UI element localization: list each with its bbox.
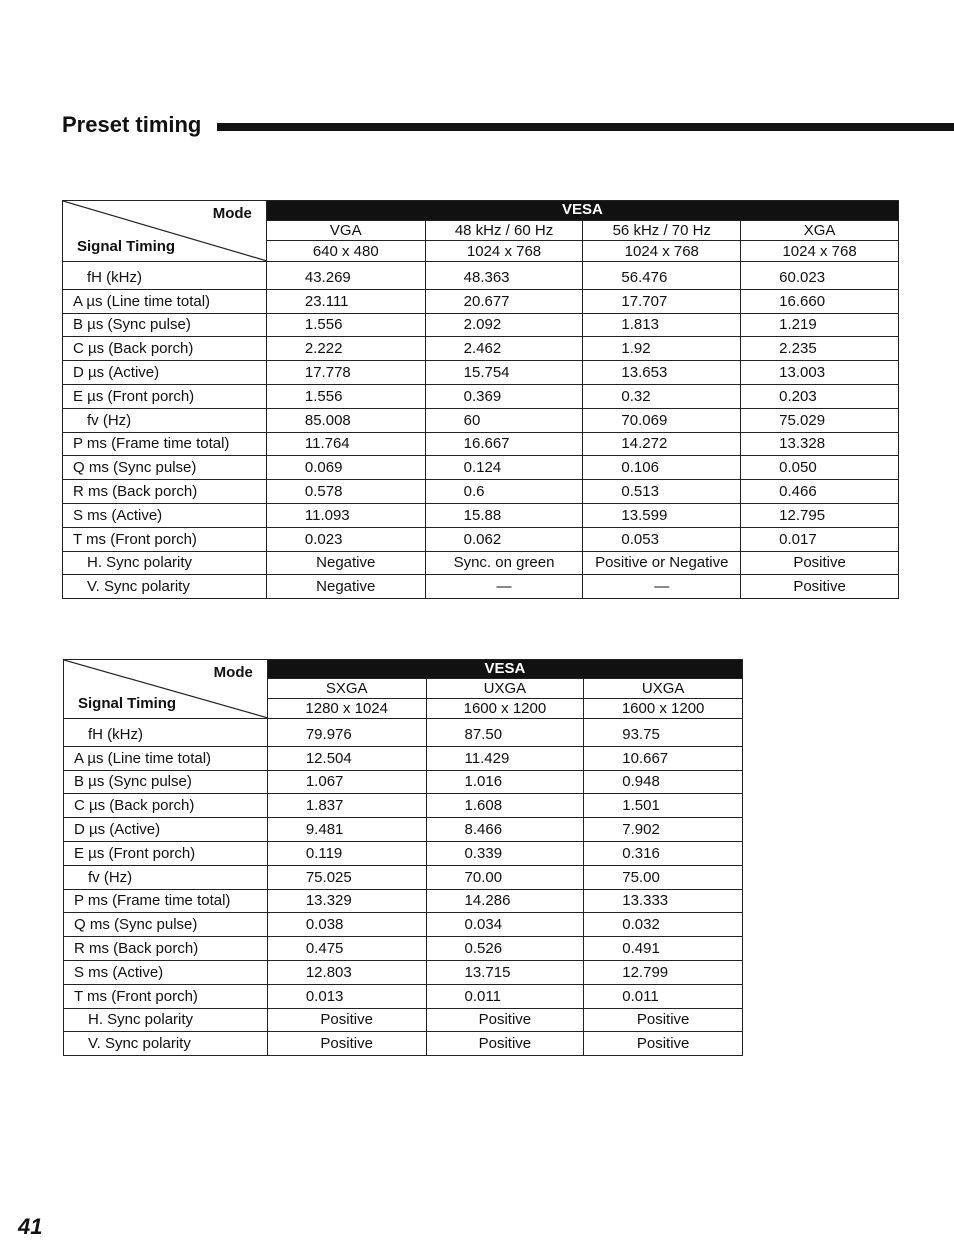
row-label: H. Sync polarity [63, 551, 267, 575]
table-cell: 2.462 [425, 337, 583, 361]
table-cell: 1.92 [583, 337, 741, 361]
mode-resolution: 1024 x 768 [583, 241, 741, 262]
table-cell: 70.00 [426, 865, 584, 889]
row-label: R ms (Back porch) [63, 480, 267, 504]
table-cell: 75.029 [741, 408, 899, 432]
mode-name: 56 kHz / 70 Hz [583, 220, 741, 241]
mode-name: 48 kHz / 60 Hz [425, 220, 583, 241]
row-label: A µs (Line time total) [63, 289, 267, 313]
table-cell: 1.067 [267, 770, 426, 794]
table-cell: 0.369 [425, 384, 583, 408]
table-row [63, 503, 899, 527]
mode-name: UXGA [584, 679, 743, 699]
table-cell: 20.677 [425, 289, 583, 313]
row-label: A µs (Line time total) [64, 746, 268, 770]
table-cell: 0.069 [266, 456, 425, 480]
table-cell: 0.203 [741, 384, 899, 408]
table-cell: 0.578 [266, 480, 425, 504]
table-cell: Positive [267, 1032, 426, 1056]
row-label: V. Sync polarity [64, 1032, 268, 1056]
mode-resolution: 1024 x 768 [741, 241, 899, 262]
table-cell: 11.429 [426, 746, 584, 770]
table-cell: 0.011 [584, 984, 743, 1008]
table-cell: 0.339 [426, 841, 584, 865]
table-cell: — [583, 575, 741, 599]
table-cell: 0.032 [584, 913, 743, 937]
table-cell: 56.476 [583, 262, 741, 290]
row-label: S ms (Active) [64, 960, 268, 984]
table-cell: 75.025 [267, 865, 426, 889]
table-row [64, 841, 743, 865]
table-cell: 0.491 [584, 937, 743, 961]
table-cell: 0.106 [583, 456, 741, 480]
row-label: fv (Hz) [63, 408, 267, 432]
title-rule [217, 123, 954, 131]
table-cell: 0.038 [267, 913, 426, 937]
table-cell: 0.6 [425, 480, 583, 504]
table-cell: 1.016 [426, 770, 584, 794]
table-cell: 79.976 [267, 719, 426, 747]
mode-resolution: 1600 x 1200 [426, 699, 584, 719]
mode-name: VGA [266, 220, 425, 241]
table-cell: 1.501 [584, 794, 743, 818]
table-cell: 60.023 [741, 262, 899, 290]
table-cell: 13.328 [741, 432, 899, 456]
mode-resolution: 640 x 480 [266, 241, 425, 262]
mode-name: UXGA [426, 679, 584, 699]
table-cell: 0.466 [741, 480, 899, 504]
table-row [63, 337, 899, 361]
preset-timing-table-2 [63, 659, 743, 1056]
table-cell: 2.222 [266, 337, 425, 361]
row-label: T ms (Front porch) [63, 527, 267, 551]
mode-label: Mode [213, 664, 253, 681]
table-row [64, 719, 743, 747]
table-cell: 70.069 [583, 408, 741, 432]
mode-resolution: 1280 x 1024 [267, 699, 426, 719]
row-label: D µs (Active) [64, 818, 268, 842]
row-label: Q ms (Sync pulse) [63, 456, 267, 480]
table-cell: 0.023 [266, 527, 425, 551]
row-label: E µs (Front porch) [63, 384, 267, 408]
table-cell: 0.017 [741, 527, 899, 551]
table-cell: 0.050 [741, 456, 899, 480]
mode-resolution: 1600 x 1200 [584, 699, 743, 719]
row-label: C µs (Back porch) [63, 337, 267, 361]
table-cell: 13.329 [267, 889, 426, 913]
table-cell: 0.32 [583, 384, 741, 408]
table-cell: 14.272 [583, 432, 741, 456]
table-row [63, 551, 899, 575]
table-cell: 2.092 [425, 313, 583, 337]
table-cell: 12.795 [741, 503, 899, 527]
table-cell: Negative [266, 575, 425, 599]
table-row [63, 361, 899, 385]
table-cell: 12.504 [267, 746, 426, 770]
table-cell: 0.034 [426, 913, 584, 937]
row-label: fv (Hz) [64, 865, 268, 889]
mode-name: XGA [741, 220, 899, 241]
table-cell: 75.00 [584, 865, 743, 889]
table-cell: 23.111 [266, 289, 425, 313]
table-cell: 0.316 [584, 841, 743, 865]
table-cell: 16.667 [425, 432, 583, 456]
table-cell: 15.754 [425, 361, 583, 385]
table-row [63, 575, 899, 599]
table-cell: 13.599 [583, 503, 741, 527]
table-cell: 12.803 [267, 960, 426, 984]
table-cell: 8.466 [426, 818, 584, 842]
table-cell: 17.707 [583, 289, 741, 313]
table-cell: 85.008 [266, 408, 425, 432]
mode-resolution: 1024 x 768 [425, 241, 583, 262]
row-label: S ms (Active) [63, 503, 267, 527]
table-cell: 0.124 [425, 456, 583, 480]
table-cell: 13.003 [741, 361, 899, 385]
table-cell: 87.50 [426, 719, 584, 747]
preset-timing-table-1 [62, 200, 899, 599]
table-cell: 93.75 [584, 719, 743, 747]
row-label: T ms (Front porch) [64, 984, 268, 1008]
table-cell: 1.837 [267, 794, 426, 818]
table-row [64, 913, 743, 937]
table-row [63, 408, 899, 432]
table-cell: Positive [741, 575, 899, 599]
table-row [64, 889, 743, 913]
table-row [64, 865, 743, 889]
row-label: Q ms (Sync pulse) [64, 913, 268, 937]
row-label: R ms (Back porch) [64, 937, 268, 961]
table-row [64, 818, 743, 842]
signal-timing-label: Signal Timing [78, 695, 177, 712]
table-cell: 13.333 [584, 889, 743, 913]
table-cell: 10.667 [584, 746, 743, 770]
table-cell: 13.715 [426, 960, 584, 984]
table-cell: 7.902 [584, 818, 743, 842]
table-cell: Positive [741, 551, 899, 575]
mode-label: Mode [212, 205, 252, 222]
table-cell: Positive [426, 1032, 584, 1056]
table-cell: 0.475 [267, 937, 426, 961]
row-label: P ms (Frame time total) [63, 432, 267, 456]
table-row [63, 313, 899, 337]
row-label: E µs (Front porch) [64, 841, 268, 865]
table-cell: Positive [267, 1008, 426, 1032]
table-cell: 11.093 [266, 503, 425, 527]
table-row [63, 262, 899, 290]
table-cell: 0.119 [267, 841, 426, 865]
table-row [64, 1032, 743, 1056]
row-label: fH (kHz) [64, 719, 268, 747]
table-cell: 0.513 [583, 480, 741, 504]
table-cell: Sync. on green [425, 551, 583, 575]
row-label: fH (kHz) [63, 262, 267, 290]
table-cell: Positive [584, 1032, 743, 1056]
table-cell: Positive [426, 1008, 584, 1032]
table-cell: 1.813 [583, 313, 741, 337]
table-cell: Positive or Negative [583, 551, 741, 575]
signal-timing-label: Signal Timing [77, 238, 176, 255]
row-label: B µs (Sync pulse) [64, 770, 268, 794]
page-number: 41 [18, 1214, 43, 1239]
table-row [63, 456, 899, 480]
table-cell: 0.062 [425, 527, 583, 551]
table-cell: 43.269 [266, 262, 425, 290]
table-cell: 17.778 [266, 361, 425, 385]
row-label: D µs (Active) [63, 361, 267, 385]
table-cell: 60 [425, 408, 583, 432]
table-row [64, 960, 743, 984]
row-label: B µs (Sync pulse) [63, 313, 267, 337]
table-cell: 2.235 [741, 337, 899, 361]
table-cell: Negative [266, 551, 425, 575]
page-title: Preset timing [62, 112, 202, 137]
table-cell: 1.556 [266, 384, 425, 408]
table-row [64, 794, 743, 818]
row-label: H. Sync polarity [64, 1008, 268, 1032]
table-row [63, 527, 899, 551]
mode-name: SXGA [267, 679, 426, 699]
table-row [63, 384, 899, 408]
vesa-group-header: VESA [267, 660, 742, 679]
table-cell: 15.88 [425, 503, 583, 527]
table-cell: 11.764 [266, 432, 425, 456]
table-cell: 0.011 [426, 984, 584, 1008]
table-cell: 0.948 [584, 770, 743, 794]
table-row [64, 1008, 743, 1032]
table-row [63, 289, 899, 313]
row-label: C µs (Back porch) [64, 794, 268, 818]
table-cell: 1.219 [741, 313, 899, 337]
table-row [64, 746, 743, 770]
table-cell: 14.286 [426, 889, 584, 913]
table-cell: 48.363 [425, 262, 583, 290]
row-label: V. Sync polarity [63, 575, 267, 599]
table-corner-cell [64, 660, 268, 719]
table-row [64, 937, 743, 961]
table-cell: — [425, 575, 583, 599]
table-row [64, 984, 743, 1008]
table-row [63, 480, 899, 504]
table-row [64, 770, 743, 794]
row-label: P ms (Frame time total) [64, 889, 268, 913]
table-cell: Positive [584, 1008, 743, 1032]
table-cell: 0.053 [583, 527, 741, 551]
table-corner-cell [63, 201, 267, 262]
vesa-group-header: VESA [266, 201, 898, 221]
table-cell: 0.013 [267, 984, 426, 1008]
table-cell: 1.608 [426, 794, 584, 818]
table-cell: 9.481 [267, 818, 426, 842]
table-cell: 0.526 [426, 937, 584, 961]
table-cell: 1.556 [266, 313, 425, 337]
table-cell: 13.653 [583, 361, 741, 385]
table-row [63, 432, 899, 456]
table-cell: 12.799 [584, 960, 743, 984]
table-cell: 16.660 [741, 289, 899, 313]
